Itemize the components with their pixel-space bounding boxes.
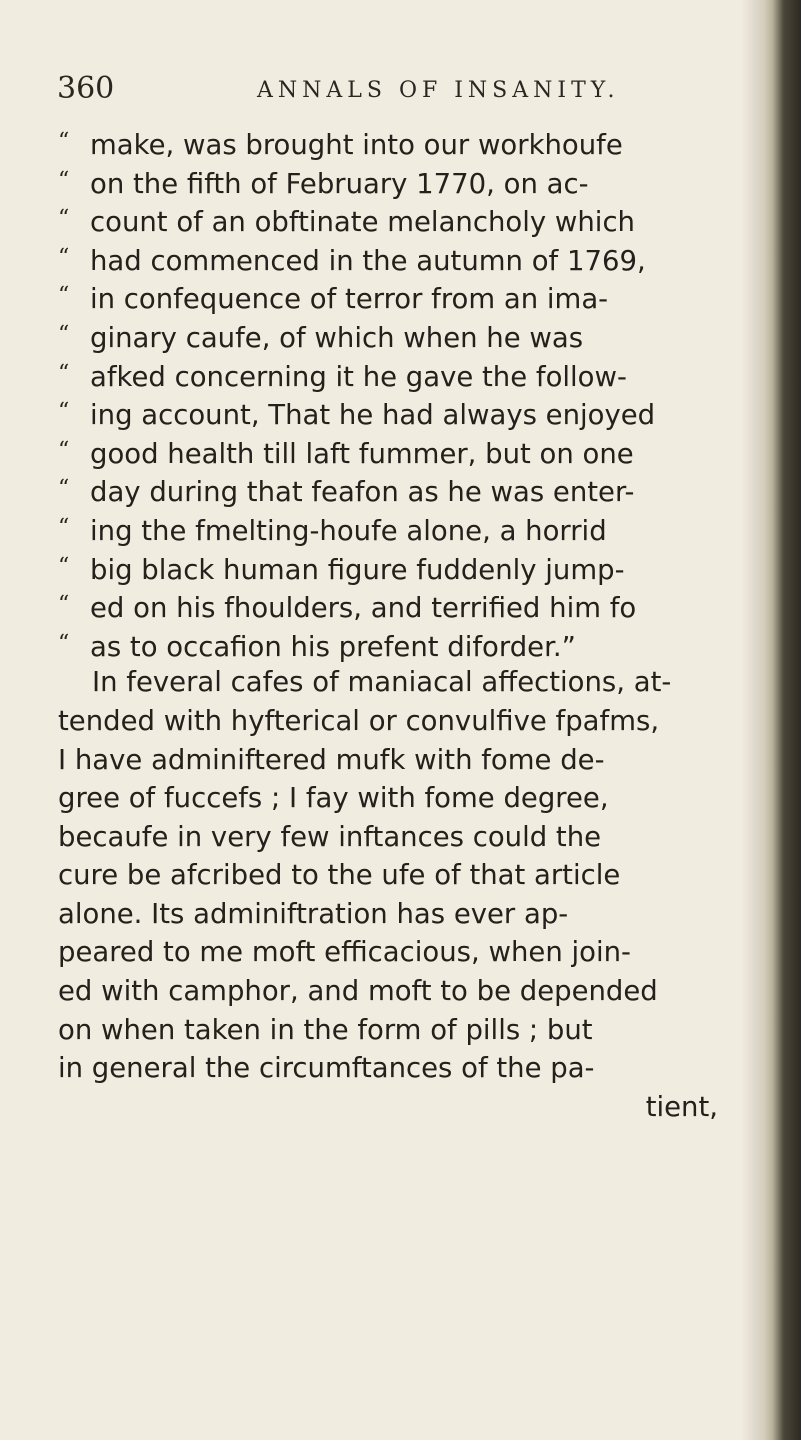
quote-mark: “ — [58, 399, 70, 425]
quote-mark: “ — [58, 553, 70, 579]
running-head: ANNALS OF INSANITY. — [257, 78, 620, 103]
text-line: “ as to occafion his prefent diforder.” — [58, 625, 738, 664]
quote-mark: “ — [58, 630, 70, 656]
text-line: “ ing the fmelting-houfe alone, a horrid — [58, 509, 738, 548]
page-header — [57, 70, 757, 110]
quote-mark: “ — [58, 321, 70, 347]
text-line: tended with hyfterical or convulfive fpafms, — [58, 704, 660, 737]
page-gutter-shadow — [741, 0, 763, 1440]
quote-mark: “ — [58, 437, 70, 463]
text-line: “ big black human figure fuddenly jump- — [58, 548, 738, 587]
text-line: ed with camphor, and moft to be depended — [58, 975, 658, 1008]
text-line: alone. Its adminiftration has ever ap- — [58, 897, 569, 930]
text-line: I have adminiftered mufk with fome de- — [58, 743, 605, 776]
text-line: “ ginary caufe, of which when he was — [58, 316, 738, 355]
quote-mark: “ — [58, 514, 70, 540]
text-line: “ ed on his fhoulders, and terrified him fo — [58, 586, 738, 625]
book-gutter — [763, 0, 801, 1440]
body-text — [58, 123, 738, 1126]
text-line: “ make, was brought into our workhoufe — [58, 123, 738, 162]
text-line: in general the circumftances of the pa- — [58, 1052, 595, 1085]
quote-mark: “ — [58, 360, 70, 386]
quote-mark: “ — [58, 129, 70, 154]
text-line: “ good health till laft fummer, but on one — [58, 432, 738, 471]
text-line: “ afked concerning it he gave the follow- — [58, 355, 738, 394]
text-line: “ had commenced in the autumn of 1769, — [58, 239, 738, 278]
text-line: cure be afcribed to the ufe of that article — [58, 859, 621, 892]
quote-mark: “ — [58, 283, 70, 309]
text-line: “ in confequence of terror from an ima- — [58, 277, 738, 316]
text-line: peared to me moft efficacious, when join- — [58, 936, 631, 969]
text-line: becaufe in very few inftances could the — [58, 820, 602, 853]
quote-mark: “ — [58, 167, 70, 193]
paragraph-start-line: In feveral cafes of maniacal affections, at- — [92, 666, 672, 699]
quote-mark: “ — [58, 476, 70, 502]
text-line: gree of fuccefs ; I fay with fome degree, — [58, 782, 609, 815]
text-line: “ on the fifth of February 1770, on ac- — [58, 162, 738, 201]
quote-mark: “ — [58, 206, 70, 232]
page-number: 360 — [57, 71, 115, 106]
catchword: tient, — [645, 1090, 718, 1123]
quote-mark: “ — [58, 244, 70, 270]
text-line: “ count of an obftinate melancholy which — [58, 200, 738, 239]
text-line: “ ing account, That he had always enjoyed — [58, 393, 738, 432]
text-line: “ day during that feafon as he was enter- — [58, 470, 738, 509]
text-line: on when taken in the form of pills ; but — [58, 1013, 593, 1046]
quote-mark: “ — [58, 592, 70, 618]
